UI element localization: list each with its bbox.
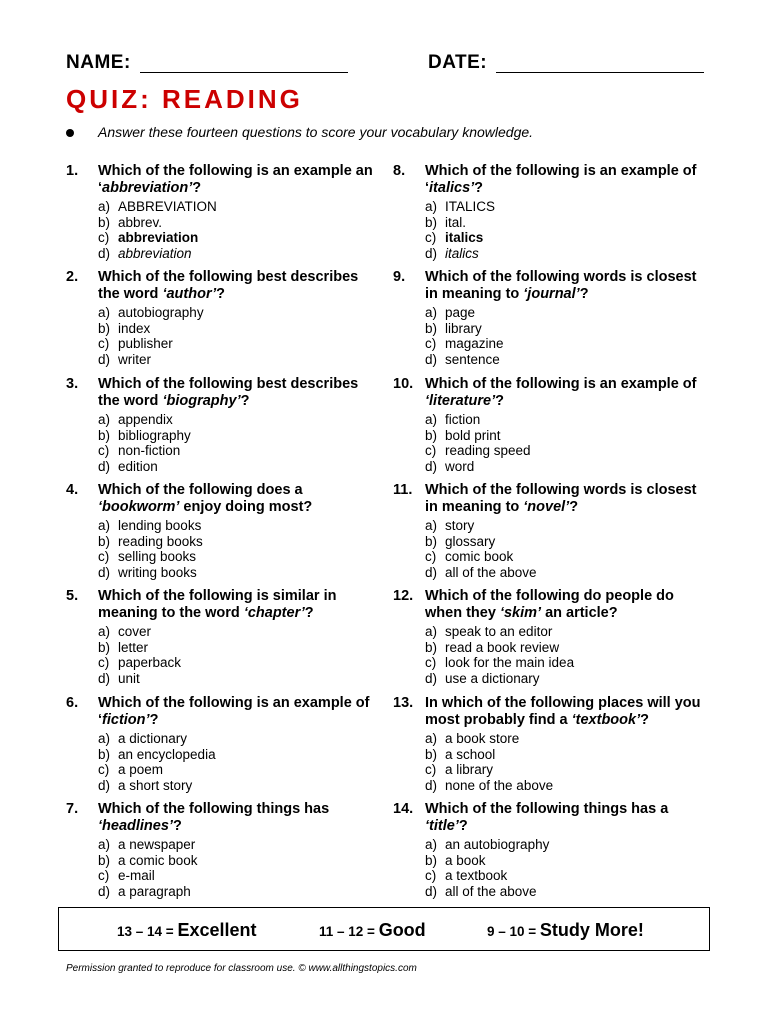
answer-option[interactable] — [98, 747, 378, 763]
option-text: bibliography — [118, 427, 191, 443]
option-letter: c) — [425, 762, 437, 777]
option-letter: d) — [425, 351, 438, 367]
question-text-lead: Which of the following words is closest in meaning to — [425, 269, 697, 302]
name-blank-line[interactable] — [140, 72, 348, 73]
option-text: a textbook — [445, 868, 508, 883]
question-number: 14. — [393, 801, 414, 817]
question-text-lead: Which of the following is an example of — [425, 376, 697, 392]
option-letter: d) — [425, 564, 438, 580]
option-letter: d) — [98, 458, 111, 474]
answer-option[interactable] — [98, 321, 378, 337]
footer-permission: Permission granted to reproduce for classroom use. © www.allthingstopics.com — [66, 963, 417, 974]
option-text: unit — [118, 670, 140, 686]
question-text-tail: an article? — [541, 605, 618, 621]
question-text-tail: ? — [172, 818, 182, 834]
option-text: lending books — [118, 518, 202, 533]
question-term: ‘bookworm’ — [98, 499, 180, 515]
question-number: 13. — [393, 695, 414, 711]
answer-option[interactable] — [425, 853, 705, 869]
question-term: abbreviation’ — [102, 180, 193, 196]
answer-option[interactable] — [98, 778, 378, 794]
option-text: a poem — [118, 762, 164, 777]
question-text-tail: ? — [640, 712, 649, 728]
instructions-text: Answer these fourteen questions to score your vocabulary knowledge. — [98, 124, 534, 140]
answer-option[interactable] — [425, 199, 705, 215]
option-letter: d) — [425, 670, 438, 686]
question-term: ‘chapter’ — [243, 605, 305, 621]
option-letter: b) — [98, 746, 111, 762]
answer-option[interactable] — [98, 549, 378, 565]
question-term: ‘journal’ — [523, 286, 580, 302]
option-text: a dictionary — [118, 731, 188, 746]
header-row — [66, 52, 706, 82]
answer-options — [98, 518, 378, 580]
option-text: page — [445, 305, 476, 320]
option-text: a paragraph — [118, 883, 191, 899]
score-excellent — [117, 920, 256, 941]
question-text-tail: ? — [304, 605, 314, 621]
question-text — [425, 163, 710, 197]
answer-option[interactable] — [98, 443, 378, 459]
question-number: 1. — [66, 163, 79, 179]
answer-option[interactable] — [98, 884, 378, 900]
answer-option[interactable] — [425, 305, 705, 321]
answer-option[interactable] — [98, 853, 378, 869]
question-text-tail: enjoy doing most? — [179, 499, 313, 515]
answer-option[interactable] — [98, 459, 378, 475]
score-label: Study More! — [539, 920, 644, 940]
option-letter: a) — [425, 837, 438, 852]
option-letter: a) — [425, 518, 438, 533]
answer-option[interactable] — [98, 428, 378, 444]
question-text-lead: Which of the following things has — [98, 801, 330, 817]
option-letter: c) — [98, 336, 110, 351]
answer-option[interactable] — [425, 837, 705, 853]
date-label: DATE: — [428, 52, 488, 73]
quiz-title: QUIZ: READING — [66, 84, 303, 114]
option-text: publisher — [118, 336, 173, 351]
option-text: index — [118, 320, 151, 336]
answer-option[interactable] — [98, 534, 378, 550]
option-letter: a) — [425, 624, 438, 639]
answer-options — [98, 199, 378, 261]
question-number: 10. — [393, 376, 414, 392]
question-term: ‘novel’ — [523, 499, 570, 515]
question-term: fiction’ — [102, 712, 150, 728]
option-letter: a) — [98, 199, 111, 214]
option-letter: b) — [425, 427, 438, 443]
answer-options — [425, 731, 705, 793]
answer-option[interactable] — [425, 352, 705, 368]
score-range: 9 – 10 = — [487, 924, 540, 939]
question-text — [425, 801, 710, 835]
answer-option[interactable] — [425, 565, 705, 581]
question-term: ‘biography’ — [162, 393, 241, 409]
answer-options — [425, 624, 705, 686]
question-term: ‘title’ — [425, 818, 459, 834]
question-text-lead: In which of the following places will you most probably find a — [425, 695, 701, 728]
option-letter: c) — [425, 443, 437, 458]
option-text: a comic book — [118, 852, 198, 868]
question-text-lead: Which of the following is similar in meaning to the word — [98, 588, 337, 621]
question-term: ‘textbook’ — [571, 712, 641, 728]
question-text — [98, 163, 383, 197]
answer-option[interactable] — [425, 868, 705, 884]
option-text: writing books — [118, 564, 197, 580]
question-text — [98, 588, 383, 622]
option-letter: c) — [98, 655, 110, 670]
question-text-tail: ? — [569, 499, 579, 515]
option-letter: b) — [425, 639, 438, 655]
option-text: an autobiography — [445, 837, 550, 852]
question-text-lead: Which of the following do people do when they — [425, 588, 674, 621]
option-letter: b) — [98, 427, 111, 443]
date-blank-line[interactable] — [496, 72, 704, 73]
option-letter: a) — [425, 305, 438, 320]
option-letter: a) — [425, 199, 438, 214]
option-letter: b) — [98, 533, 111, 549]
question-term: italics’ — [429, 180, 475, 196]
question-text — [425, 482, 710, 516]
option-text: non-fiction — [118, 443, 181, 458]
answer-option[interactable] — [425, 655, 705, 671]
question-text — [98, 482, 383, 516]
question-number: 3. — [66, 376, 79, 392]
answer-option[interactable] — [98, 837, 378, 853]
question-text — [98, 376, 383, 410]
option-letter: b) — [425, 320, 438, 336]
option-letter: b) — [425, 214, 438, 230]
answer-option[interactable] — [425, 671, 705, 687]
option-text: story — [445, 518, 475, 533]
question-text-lead: Which of the following best describes the word — [98, 269, 359, 302]
option-text: word — [445, 458, 475, 474]
question-text-tail: ? — [192, 180, 202, 196]
question-text-tail: ? — [495, 393, 504, 409]
option-text: edition — [118, 458, 158, 474]
question-text-tail: ? — [216, 286, 226, 302]
answer-option[interactable] — [98, 671, 378, 687]
answer-option[interactable] — [98, 199, 378, 215]
question-number: 8. — [393, 163, 406, 179]
option-text: italics — [445, 245, 479, 261]
answer-options — [425, 837, 705, 899]
answer-options — [425, 305, 705, 367]
option-letter: a) — [98, 624, 111, 639]
answer-option[interactable] — [425, 884, 705, 900]
option-letter: c) — [425, 549, 437, 564]
answer-option[interactable] — [425, 230, 705, 246]
question-text-lead: Which of the following things has a — [425, 801, 669, 817]
option-letter: c) — [425, 868, 437, 883]
option-text: fiction — [445, 412, 481, 427]
option-letter: a) — [425, 731, 438, 746]
option-text: a library — [445, 762, 494, 777]
option-text: bold print — [445, 427, 501, 443]
question-text-tail: ? — [149, 712, 159, 728]
answer-option[interactable] — [425, 640, 705, 656]
question-text-lead: Which of the following does a — [98, 482, 303, 498]
option-text: all of the above — [445, 883, 537, 899]
answer-option[interactable] — [98, 246, 378, 262]
option-letter: d) — [425, 458, 438, 474]
question-text — [425, 588, 710, 622]
question-term: ‘literature’ — [425, 393, 496, 409]
question-number: 4. — [66, 482, 79, 498]
question-text-lead: Which of the following words is closest in meaning to — [425, 482, 697, 515]
answer-option[interactable] — [425, 321, 705, 337]
question-number: 5. — [66, 588, 79, 604]
option-text: look for the main idea — [445, 655, 575, 670]
option-letter: d) — [425, 245, 438, 261]
question-text — [425, 695, 710, 729]
answer-option[interactable] — [98, 868, 378, 884]
option-letter: c) — [425, 230, 437, 245]
question-text-lead: Which of the following best describes the word — [98, 376, 359, 409]
option-letter: c) — [98, 443, 110, 458]
answer-options — [98, 412, 378, 474]
answer-option[interactable] — [98, 565, 378, 581]
answer-option[interactable] — [425, 428, 705, 444]
answer-option[interactable] — [98, 518, 378, 534]
option-text: abbreviation — [118, 230, 199, 245]
option-letter: d) — [425, 777, 438, 793]
answer-options — [98, 624, 378, 686]
option-letter: c) — [98, 762, 110, 777]
answer-option[interactable] — [425, 731, 705, 747]
score-good — [319, 920, 426, 941]
answer-option[interactable] — [98, 336, 378, 352]
option-letter: b) — [98, 214, 111, 230]
question-text — [98, 801, 383, 835]
option-letter: d) — [98, 351, 111, 367]
score-study-more — [487, 920, 644, 941]
answer-option[interactable] — [425, 624, 705, 640]
option-text: autobiography — [118, 305, 204, 320]
score-label: Good — [378, 920, 426, 940]
question-number: 9. — [393, 269, 406, 285]
option-text: writer — [118, 351, 151, 367]
option-text: abbrev. — [118, 214, 163, 230]
answer-option[interactable] — [98, 640, 378, 656]
question-text — [425, 269, 710, 303]
question-text-lead: Which of the following is an example of ‘ — [98, 695, 370, 728]
option-text: a short story — [118, 777, 193, 793]
answer-options — [425, 199, 705, 261]
question-text-lead: Which of the following is an example of ‘ — [425, 163, 697, 196]
option-letter: c) — [98, 230, 110, 245]
option-text: an encyclopedia — [118, 746, 216, 762]
option-letter: c) — [98, 549, 110, 564]
option-letter: d) — [98, 564, 111, 580]
answer-option[interactable] — [425, 518, 705, 534]
answer-options — [425, 518, 705, 580]
answer-option[interactable] — [425, 549, 705, 565]
option-text: library — [445, 320, 482, 336]
option-text: italics — [445, 230, 484, 245]
option-text: use a dictionary — [445, 670, 540, 686]
question-term: ‘headlines’ — [98, 818, 173, 834]
question-text — [425, 376, 710, 410]
name-label: NAME: — [66, 52, 131, 73]
option-letter: a) — [98, 731, 111, 746]
question-number: 6. — [66, 695, 79, 711]
answer-option[interactable] — [425, 747, 705, 763]
option-text: letter — [118, 639, 149, 655]
option-letter: b) — [98, 639, 111, 655]
question-text-tail: ? — [474, 180, 484, 196]
option-letter: b) — [98, 320, 111, 336]
answer-option[interactable] — [98, 352, 378, 368]
option-text: selling books — [118, 549, 197, 564]
answer-option[interactable] — [425, 534, 705, 550]
question-number: 11. — [393, 482, 413, 498]
question-text-tail: ? — [240, 393, 250, 409]
option-text: ital. — [445, 214, 467, 230]
question-number: 12. — [393, 588, 414, 604]
question-number: 2. — [66, 269, 79, 285]
option-letter: c) — [425, 655, 437, 670]
option-text: all of the above — [445, 564, 537, 580]
answer-option[interactable] — [98, 215, 378, 231]
option-letter: d) — [98, 883, 111, 899]
answer-options — [98, 837, 378, 899]
question-term: ‘author’ — [162, 286, 217, 302]
option-letter: a) — [98, 518, 111, 533]
question-term: ‘skim’ — [499, 605, 542, 621]
option-text: ABBREVIATION — [118, 199, 217, 214]
answer-option[interactable] — [98, 230, 378, 246]
answer-option[interactable] — [425, 443, 705, 459]
option-text: glossary — [445, 533, 496, 549]
option-text: cover — [118, 624, 152, 639]
option-letter: b) — [425, 852, 438, 868]
answer-option[interactable] — [98, 305, 378, 321]
option-text: appendix — [118, 412, 173, 427]
answer-options — [98, 731, 378, 793]
option-text: speak to an editor — [445, 624, 553, 639]
option-letter: d) — [98, 670, 111, 686]
question-text — [98, 695, 383, 729]
option-letter: b) — [425, 533, 438, 549]
answer-option[interactable] — [425, 459, 705, 475]
option-letter: a) — [425, 412, 438, 427]
question-text-tail: ? — [579, 286, 589, 302]
answer-option[interactable] — [425, 762, 705, 778]
score-range: 11 – 12 = — [319, 924, 379, 939]
answer-option[interactable] — [98, 655, 378, 671]
option-text: abbreviation — [118, 245, 192, 261]
option-text: paperback — [118, 655, 182, 670]
option-letter: c) — [425, 336, 437, 351]
answer-option[interactable] — [425, 336, 705, 352]
option-text: none of the above — [445, 777, 554, 793]
score-box — [58, 907, 710, 951]
option-text: a book — [445, 852, 486, 868]
score-label: Excellent — [177, 920, 257, 940]
answer-option[interactable] — [425, 246, 705, 262]
question-number: 7. — [66, 801, 79, 817]
option-letter: b) — [98, 852, 111, 868]
option-letter: a) — [98, 305, 111, 320]
option-text: comic book — [445, 549, 514, 564]
answer-option[interactable] — [98, 624, 378, 640]
option-text: reading books — [118, 533, 203, 549]
question-text-lead: Which of the following is an example an ‘ — [98, 163, 373, 196]
option-letter: a) — [98, 412, 111, 427]
option-text: sentence — [445, 351, 500, 367]
option-letter: c) — [98, 868, 110, 883]
option-text: ITALICS — [445, 199, 496, 214]
score-range: 13 – 14 = — [117, 924, 178, 939]
option-text: read a book review — [445, 639, 560, 655]
answer-option[interactable] — [98, 412, 378, 428]
option-letter: d) — [98, 245, 111, 261]
option-text: e-mail — [118, 868, 155, 883]
answer-option[interactable] — [98, 762, 378, 778]
option-text: magazine — [445, 336, 504, 351]
option-letter: b) — [425, 746, 438, 762]
option-text: a newspaper — [118, 837, 196, 852]
answer-option[interactable] — [425, 412, 705, 428]
option-letter: d) — [98, 777, 111, 793]
option-letter: d) — [425, 883, 438, 899]
answer-option[interactable] — [425, 215, 705, 231]
option-text: a school — [445, 746, 496, 762]
option-letter: a) — [98, 837, 111, 852]
question-text-tail: ? — [458, 818, 468, 834]
answer-options — [98, 305, 378, 367]
answer-options — [425, 412, 705, 474]
option-text: reading speed — [445, 443, 531, 458]
question-text — [98, 269, 383, 303]
bullet-icon — [66, 129, 74, 137]
answer-option[interactable] — [425, 778, 705, 794]
answer-option[interactable] — [98, 731, 378, 747]
option-text: a book store — [445, 731, 520, 746]
